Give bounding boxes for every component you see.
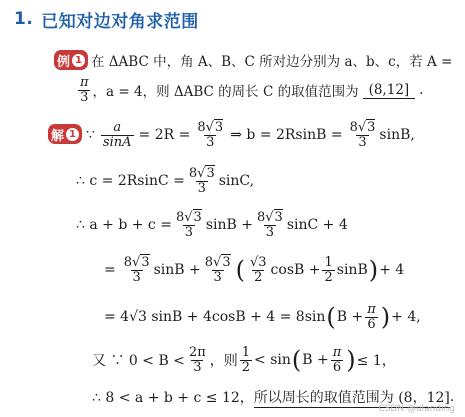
example-end-period: . [419, 82, 424, 98]
frac-numerator: 1 [324, 254, 333, 270]
frac-numerator: π [80, 74, 89, 90]
example-line-2 [76, 74, 423, 106]
frac-numerator: a [113, 119, 122, 135]
eight-root3-over-3 [255, 211, 285, 239]
because-symbol: ∵ [86, 127, 95, 143]
radicand: 3 [222, 254, 231, 270]
numerator-8: 8 [175, 209, 185, 225]
frac-numerator [255, 211, 285, 225]
numerator-8: 8 [204, 254, 214, 270]
leq-1: ≤ 1， [356, 353, 396, 369]
B-plus: B + [336, 309, 364, 325]
B-plus: B + [302, 352, 329, 368]
eight-root3-over-3 [195, 121, 225, 149]
eight-root3-over-3 [187, 167, 217, 195]
two-pi-over-3 [187, 346, 208, 374]
numerator-8: 8 [349, 119, 358, 135]
radicand: 3 [141, 254, 150, 270]
sqrt: √3 [213, 254, 231, 270]
frac-numerator [187, 167, 217, 181]
radicand: 3 [367, 119, 376, 135]
frac-denominator: 3 [184, 224, 194, 240]
heading-number: 1. [14, 9, 34, 29]
solution-badge-text: 解 [51, 128, 65, 144]
example-answer: (8,12] [363, 82, 416, 99]
frac-numerator [195, 121, 225, 135]
numerator-8: 8 [188, 165, 198, 181]
a-over-sinA [101, 121, 134, 149]
example-line-1 [91, 50, 452, 70]
range-of-B: 又 ∵ 0 < B < [92, 353, 185, 369]
final-answer: 所以周长的取值范围为 (8，12] [254, 387, 450, 408]
frac-numerator [174, 211, 204, 225]
frac-denominator: 3 [193, 359, 202, 375]
sinB-text: sinB [336, 262, 368, 278]
frac-numerator [122, 256, 152, 270]
watermark: CSDN @ulanding [378, 404, 455, 414]
frac-numerator: 2π [188, 344, 206, 360]
frac-denominator: 3 [206, 134, 215, 150]
example-badge [54, 50, 88, 70]
radicand: 3 [206, 165, 215, 181]
left-paren: ( [326, 303, 336, 331]
eight-root3-over-3 [122, 256, 152, 284]
section-heading [14, 6, 199, 32]
sinC-text: sinC, [218, 173, 255, 189]
then-text: ，则 [209, 353, 238, 369]
right-paren: ) [368, 256, 379, 284]
one-half [240, 346, 252, 374]
eq-2R: = 2R = [138, 127, 191, 143]
sqrt: √3 [184, 209, 202, 225]
final-period: . [449, 389, 455, 405]
pi-over-6 [331, 346, 344, 374]
frac-denominator: 2 [254, 269, 263, 285]
frac-denominator: 3 [197, 180, 206, 196]
heading-title: 已知对边对角求范围 [41, 11, 199, 32]
frac-denominator: 6 [332, 359, 342, 375]
frac-numerator [203, 256, 233, 270]
radicand: 3 [193, 209, 202, 225]
example-badge-number: 1 [72, 54, 85, 67]
pi-over-3-fraction [78, 76, 91, 104]
less-than-sin: < sin [254, 352, 291, 368]
frac-denominator: 6 [367, 316, 376, 332]
left-paren: ( [291, 346, 302, 374]
eight-root3-over-3 [174, 211, 204, 239]
sqrt: √3 [357, 119, 376, 135]
right-paren: ) [380, 303, 391, 331]
frac-numerator [348, 121, 378, 135]
numerator-8: 8 [123, 254, 133, 270]
numerator-8: 8 [197, 119, 206, 135]
frac-numerator: π [367, 301, 376, 317]
frac-denominator: 3 [265, 224, 275, 240]
plus-4-comma: + 4, [391, 309, 421, 325]
solution-line-5 [104, 300, 421, 334]
sqrt: √3 [197, 165, 215, 181]
frac-denominator: sinA [102, 134, 132, 150]
solution-line-3 [76, 208, 348, 242]
radicand: 3 [274, 209, 283, 225]
example-statement-part2: ，a = 4，则 ΔABC 的周长 C 的取值范围为 [92, 84, 359, 100]
plus-4: + 4 [379, 262, 405, 278]
frac-denominator: 3 [132, 269, 141, 285]
sinB-text: sinB, [379, 127, 415, 143]
sinC-plus-4: sinC + 4 [286, 217, 348, 233]
frac-denominator: 3 [213, 269, 222, 285]
left-paren: ( [235, 256, 245, 284]
frac-denominator: 2 [241, 359, 251, 375]
simplified-expression: = 4√3 sinB + 4cosB + 4 = 8sin [104, 309, 326, 325]
one-half [322, 256, 334, 284]
right-paren: ) [346, 346, 356, 374]
example-badge-text: 例 [57, 54, 71, 70]
frac-denominator: 2 [324, 269, 333, 285]
solution-line-4 [104, 252, 404, 288]
cosB-plus: cosB + [270, 262, 321, 278]
sqrt: √3 [132, 254, 150, 270]
eight-root3-over-3 [348, 121, 378, 149]
sum-equals: ∴ a + b + c = [76, 217, 172, 233]
example-statement-part1: 在 ΔABC 中，角 A、B、C 所对边分别为 a、b、c，若 A = [91, 54, 453, 70]
frac-denominator: 3 [358, 134, 367, 150]
frac-numerator: √3 [249, 254, 267, 270]
frac-denominator: 3 [80, 89, 89, 105]
sinB-plus: sinB + [153, 262, 201, 278]
solution-line-2 [76, 164, 254, 198]
solution-line-6 [92, 343, 396, 377]
root3-over-2 [248, 256, 269, 284]
c-equals: ∴ c = 2RsinC = [76, 173, 185, 189]
frac-numerator: π [332, 344, 342, 360]
sqrt: √3 [265, 209, 283, 225]
sinB-plus: sinB + [205, 217, 253, 233]
sqrt: √3 [205, 119, 224, 135]
equals-sign: = [104, 262, 116, 278]
solution-line-1 [86, 118, 415, 152]
radicand: 3 [214, 119, 224, 135]
solution-badge-number: 1 [66, 128, 79, 141]
pi-over-6 [365, 303, 378, 331]
frac-numerator: 1 [241, 344, 251, 360]
numerator-8: 8 [256, 209, 266, 225]
solution-badge [48, 124, 82, 144]
eight-root3-over-3 [203, 256, 233, 284]
sum-range: ∴ 8 < a + b + c ≤ 12， [92, 390, 254, 406]
implies-b: ⇒ b = 2RsinB = [230, 127, 343, 143]
